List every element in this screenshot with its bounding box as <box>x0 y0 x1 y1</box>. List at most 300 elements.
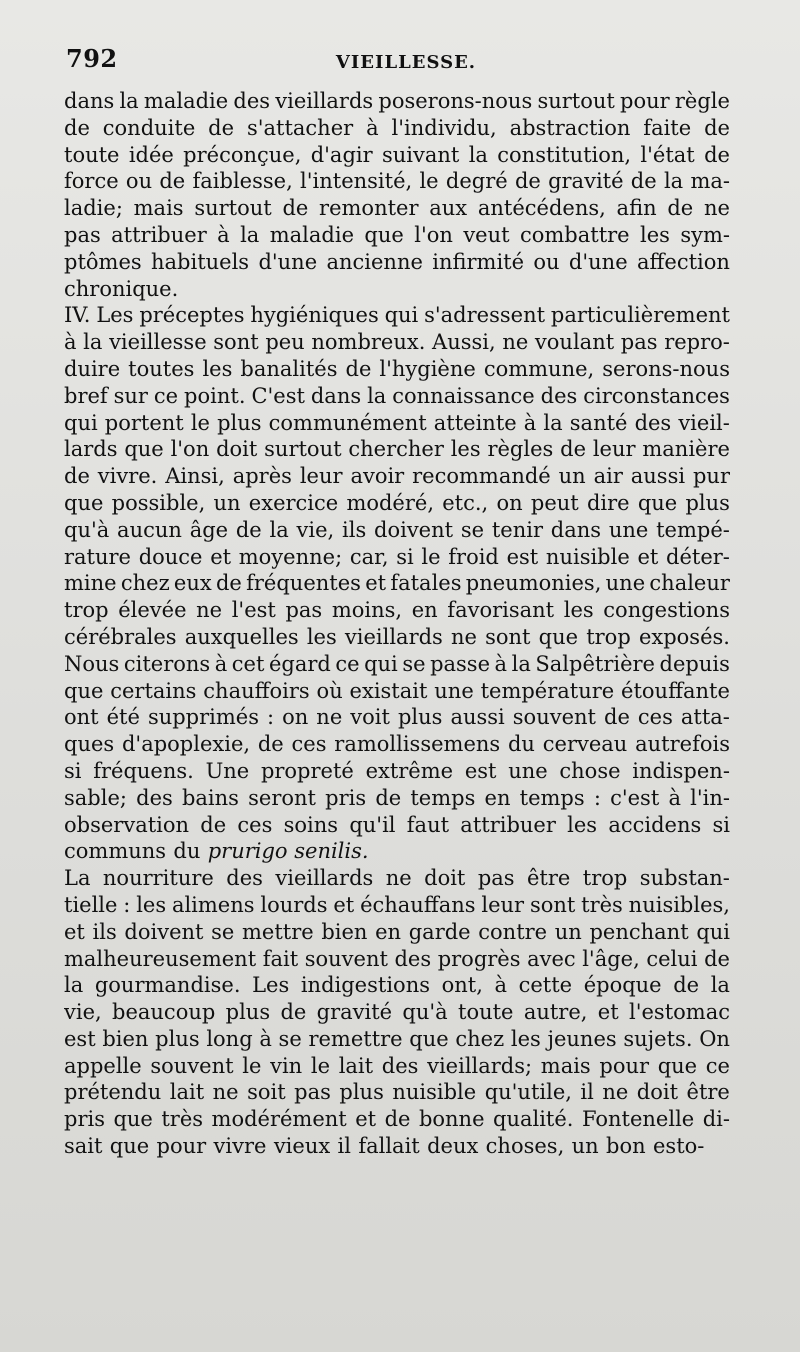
text-word: connaissance <box>392 383 535 408</box>
text-word: la <box>663 169 684 194</box>
text-word: déter- <box>666 544 730 569</box>
text-word: qui <box>384 303 419 328</box>
text-word: d'apoplexie, <box>121 732 251 757</box>
text-word: règles <box>487 437 554 462</box>
text-word: cette <box>518 973 573 998</box>
text-word: plus <box>225 1000 271 1025</box>
text-word: le <box>242 1053 262 1078</box>
text-word: portent <box>104 410 184 435</box>
text-word: de <box>704 946 730 971</box>
text-word: si <box>712 812 730 837</box>
text-word: communément <box>268 410 427 435</box>
text-word: accidens <box>608 812 702 837</box>
text-line <box>64 222 730 249</box>
text-word: aucun <box>117 517 182 542</box>
text-word: sable; <box>64 785 127 810</box>
text-word: tielle <box>64 892 118 917</box>
text-word: garde <box>408 919 471 944</box>
text-word: contre <box>478 919 548 944</box>
text-word: de <box>280 1000 307 1025</box>
text-word: surtout <box>194 196 272 221</box>
text-word: fréquens. <box>93 758 194 783</box>
text-word: rature <box>64 544 131 569</box>
text-word: et <box>365 571 387 596</box>
text-word: plus <box>217 410 262 435</box>
text-word: pris <box>325 785 367 810</box>
text-word: les <box>136 892 167 917</box>
text-line <box>64 919 730 946</box>
text-word: une <box>605 571 646 596</box>
text-word: santé <box>569 410 628 435</box>
text-word: infirmité <box>432 249 525 274</box>
text-word: gravité <box>316 1000 393 1025</box>
text-word: lait <box>338 1053 374 1078</box>
text-word: il <box>337 1134 351 1159</box>
text-word: dans <box>550 517 602 542</box>
text-word: la <box>367 383 387 408</box>
text-word: appelle <box>64 1053 142 1078</box>
text-word: l'on <box>170 437 210 462</box>
text-word: : <box>123 892 131 917</box>
text-word: chez <box>120 571 170 596</box>
text-word: mais <box>133 196 184 221</box>
text-word: vieillards; <box>427 1053 533 1078</box>
text-word: attribuer <box>460 812 556 837</box>
text-word: nuisible <box>392 1080 477 1105</box>
text-word: Les <box>96 303 134 328</box>
text-word: recommandé <box>412 464 551 489</box>
text-word: ont, <box>441 973 483 998</box>
text-line <box>64 195 730 222</box>
text-word: On <box>699 1026 730 1051</box>
text-word: ou <box>533 249 560 274</box>
text-word: vie, <box>296 517 335 542</box>
text-word: les <box>306 624 337 649</box>
text-word: qui <box>364 651 398 676</box>
text-word: peut <box>530 490 579 515</box>
text-word: sont <box>213 330 259 355</box>
text-word: se <box>402 651 426 676</box>
text-word: soins <box>283 812 339 837</box>
text-word: dans <box>64 89 115 113</box>
text-word: les <box>563 598 594 623</box>
text-word: de <box>257 732 284 757</box>
text-line <box>64 678 730 705</box>
text-word: ne <box>212 1080 239 1105</box>
text-word: de <box>630 169 657 194</box>
text-word: ou <box>125 169 153 194</box>
text-word: : <box>267 705 275 730</box>
text-word: d'une <box>568 249 628 274</box>
text-word: nourriture <box>102 866 214 891</box>
text-line <box>64 88 730 115</box>
text-word: ces <box>237 812 273 837</box>
text-word: ne <box>316 705 343 730</box>
text-word: que <box>124 437 164 462</box>
text-word: ces <box>291 732 327 757</box>
text-word: propreté <box>260 758 354 783</box>
text-word: gravité <box>548 169 624 194</box>
text-word: commune, <box>483 356 595 381</box>
text-word: les <box>640 222 670 247</box>
text-word: de <box>159 169 186 194</box>
text-word: température <box>480 678 615 703</box>
text-word: voit <box>350 705 390 730</box>
text-word: être <box>686 1080 730 1105</box>
text-word: s'attacher <box>246 115 354 140</box>
text-word: la <box>468 142 488 167</box>
text-word: Ainsi, <box>165 464 225 489</box>
text-word: leur <box>299 464 343 489</box>
text-word: chercher <box>348 437 444 462</box>
text-word: de <box>704 142 730 167</box>
text-word: souvent <box>304 946 388 971</box>
text-word: autrefois <box>635 732 730 757</box>
text-word: idée <box>128 142 174 167</box>
text-word: supprimés <box>147 705 259 730</box>
text-word: que <box>657 1053 698 1078</box>
text-word: de <box>64 115 90 140</box>
text-word: de <box>215 571 242 596</box>
text-word: aux <box>429 196 468 221</box>
text-word: bains <box>181 785 239 810</box>
text-word: on <box>496 490 523 515</box>
text-word: faiblesse, <box>192 169 293 194</box>
text-word: de <box>64 464 90 489</box>
text-word: habituels <box>151 249 250 274</box>
text-line <box>64 624 730 651</box>
text-word: douce <box>138 544 203 569</box>
text-word: fatales <box>390 571 462 596</box>
text-word: maladie <box>269 222 355 247</box>
text-word: est <box>506 544 539 569</box>
text-word: très <box>581 892 623 917</box>
main-text-block <box>64 88 730 1160</box>
text-word: l'in- <box>690 785 730 810</box>
text-line <box>64 651 730 678</box>
text-word: de <box>384 1107 411 1132</box>
text-word: vieux <box>273 1134 331 1159</box>
text-word: IV. <box>64 303 91 328</box>
text-word: citerons <box>123 651 211 676</box>
text-word: la <box>543 410 563 435</box>
text-word: indispen- <box>632 758 730 783</box>
text-word: pour <box>599 1053 650 1078</box>
text-word: se <box>278 1026 302 1051</box>
text-word: l'intensité, <box>300 169 413 194</box>
text-word: La <box>64 866 91 891</box>
text-word: que <box>409 1026 449 1051</box>
text-line <box>64 142 730 169</box>
text-word: la <box>119 89 139 113</box>
text-word: que <box>64 678 104 703</box>
text-word: l'est <box>231 598 276 623</box>
text-word: dans <box>310 383 362 408</box>
text-word: poserons-nous <box>378 89 533 113</box>
text-word: de <box>604 705 630 730</box>
text-word: malheureusement <box>64 946 257 971</box>
text-word: chaleur <box>649 571 730 596</box>
text-word: en <box>375 919 402 944</box>
text-word: vieillards <box>344 624 443 649</box>
text-word: duire <box>64 356 121 381</box>
text-word: bien <box>102 1026 149 1051</box>
text-word: que <box>637 490 678 515</box>
text-word: mais <box>540 1053 591 1078</box>
page-number: 792 <box>66 44 118 73</box>
text-line <box>64 758 730 785</box>
text-word: le <box>421 544 441 569</box>
text-word: à <box>214 651 228 676</box>
text-word: ces <box>637 705 673 730</box>
text-word: vieil- <box>678 410 730 435</box>
text-word: avoir <box>350 464 405 489</box>
text-word: à <box>259 1026 272 1051</box>
text-word: de <box>673 973 700 998</box>
text-line <box>64 1106 730 1133</box>
text-word: ils <box>342 517 367 542</box>
text-word: passe <box>430 651 491 676</box>
text-word: pas <box>285 598 323 623</box>
text-word: ils <box>92 919 117 944</box>
text-word: vieillards <box>275 866 374 891</box>
text-word: afin <box>616 196 657 221</box>
text-word: et <box>333 892 355 917</box>
text-word: la <box>64 973 84 998</box>
text-word: : <box>593 785 601 810</box>
text-word: ne <box>196 598 223 623</box>
text-word: plus <box>339 1080 384 1105</box>
text-word: deux <box>427 1134 479 1159</box>
text-word: faut <box>406 812 450 837</box>
text-word: doivent <box>374 517 454 542</box>
text-word: atteinte <box>433 410 517 435</box>
text-word: leur <box>592 437 636 462</box>
text-word: esto- <box>652 1134 705 1159</box>
text-word: le <box>310 1053 331 1078</box>
text-word: degré <box>445 169 508 194</box>
text-word: âge <box>189 517 229 542</box>
text-word: communs <box>64 839 167 864</box>
text-word: fallait <box>358 1134 420 1159</box>
text-word: d'agir <box>310 142 373 167</box>
text-line <box>64 436 730 463</box>
text-word: surtout <box>264 437 342 462</box>
text-word: eux <box>173 571 212 596</box>
text-word: sur <box>113 383 148 408</box>
text-word: souvent <box>150 1053 234 1078</box>
text-word: banalités <box>240 356 338 381</box>
text-word: sait <box>64 1134 103 1159</box>
text-word: celui <box>646 946 698 971</box>
text-line <box>64 999 730 1026</box>
text-word: qui <box>696 919 730 944</box>
text-word: en <box>484 785 511 810</box>
text-word: cerveau <box>542 732 628 757</box>
text-word: fait <box>262 946 299 971</box>
text-word: antécédens, <box>477 196 606 221</box>
text-word: de <box>345 356 372 381</box>
text-word: progrès <box>437 946 521 971</box>
text-word: à <box>217 222 230 247</box>
text-word: congestions <box>603 598 730 623</box>
text-word: si <box>396 544 414 569</box>
text-line <box>64 1079 730 1106</box>
text-word: si <box>64 758 82 783</box>
text-word: très <box>161 1107 204 1132</box>
text-word: ancienne <box>326 249 423 274</box>
text-word: exercice <box>248 490 339 515</box>
text-word: un <box>213 490 241 515</box>
text-word: été <box>106 705 140 730</box>
text-line <box>64 302 730 329</box>
text-word: s'adressent <box>424 303 546 328</box>
text-word: mettre <box>242 919 314 944</box>
text-word: abstraction <box>509 115 631 140</box>
text-word: que <box>109 1134 150 1159</box>
text-line <box>64 812 730 839</box>
text-word: l'estomac <box>629 1000 730 1025</box>
text-word: souvent <box>512 705 596 730</box>
text-word: temps <box>410 785 476 810</box>
text-word: vivre <box>213 1134 267 1159</box>
text-line <box>64 356 730 383</box>
text-word: beaucoup <box>112 1000 216 1025</box>
text-word: du <box>507 732 535 757</box>
text-word: que <box>538 624 579 649</box>
text-word: dire <box>586 490 630 515</box>
text-word: fréquentes <box>246 571 361 596</box>
text-word: tempé- <box>656 517 730 542</box>
text-word: extrême <box>365 758 454 783</box>
text-word: l'hygiène <box>379 356 476 381</box>
text-word: vieillards <box>275 89 374 113</box>
text-word: leur <box>481 892 525 917</box>
text-word: qui <box>64 410 98 435</box>
text-word: de <box>375 785 402 810</box>
text-word: cérébrales <box>64 624 177 649</box>
text-word: pour <box>156 1134 207 1159</box>
text-word: soit <box>247 1080 286 1105</box>
text-word: Fontenelle <box>581 1107 695 1132</box>
text-word: l'on <box>414 222 453 247</box>
text-word: sont <box>529 892 576 917</box>
text-word: à <box>494 651 508 676</box>
text-word: froid <box>448 544 499 569</box>
text-word: trop <box>582 866 628 891</box>
text-word: l'individu, <box>391 115 497 140</box>
text-word: et <box>597 1000 619 1025</box>
text-word: prurigo senilis. <box>207 839 369 864</box>
text-word: chronique. <box>64 276 179 301</box>
text-word: ce <box>705 1053 730 1078</box>
text-word: constitution, <box>497 142 632 167</box>
text-word: de <box>514 169 541 194</box>
text-word: toute <box>458 1000 514 1025</box>
text-word: faite <box>643 115 692 140</box>
text-word: une <box>608 517 649 542</box>
text-word: les <box>510 1026 541 1051</box>
text-word: hygiéniques <box>250 303 379 328</box>
text-line <box>64 383 730 410</box>
text-word: pris <box>64 1107 105 1132</box>
text-line <box>64 570 730 597</box>
text-word: aussi <box>450 705 505 730</box>
text-word: est <box>464 758 497 783</box>
text-word: des <box>540 383 578 408</box>
text-word: des <box>226 866 263 891</box>
text-word: trop <box>64 598 109 623</box>
text-word: modérément <box>211 1107 347 1132</box>
text-word: veut <box>463 222 510 247</box>
text-word: après <box>232 464 292 489</box>
text-word: conduite <box>102 115 196 140</box>
text-word: suivant <box>381 142 460 167</box>
text-word: un <box>571 1134 599 1159</box>
text-word: des <box>233 89 271 113</box>
text-word: nuisibles, <box>628 892 730 917</box>
text-word: la <box>511 651 531 676</box>
text-line <box>64 276 730 303</box>
text-word: pneumonies, <box>465 571 602 596</box>
text-word: où <box>316 678 343 703</box>
text-word: un <box>558 464 586 489</box>
text-line <box>64 544 730 571</box>
text-line <box>64 597 730 624</box>
text-word: doivent <box>124 919 204 944</box>
text-word: affection <box>636 249 730 274</box>
text-word: du <box>173 839 201 864</box>
text-word: pas <box>64 222 101 247</box>
text-word: surtout <box>537 89 615 113</box>
text-word: Les <box>252 973 290 998</box>
text-word: une <box>508 758 548 783</box>
text-word: la <box>83 330 103 355</box>
text-word: les <box>450 437 481 462</box>
text-line <box>64 892 730 919</box>
text-word: la <box>710 973 730 998</box>
text-word: c'est <box>610 785 660 810</box>
text-word: jeunes <box>547 1026 617 1051</box>
text-word: vieillesse <box>109 330 207 355</box>
text-word: ma- <box>690 169 730 194</box>
text-word: long <box>206 1026 253 1051</box>
text-word: qu'utile, <box>484 1080 572 1105</box>
text-word: bref <box>64 383 108 408</box>
text-word: maladie <box>143 89 229 113</box>
text-word: penchant <box>589 919 689 944</box>
text-word: moyenne; <box>238 544 343 569</box>
text-line <box>64 865 730 892</box>
text-word: à <box>366 115 379 140</box>
text-word: et <box>637 544 659 569</box>
text-word: et <box>210 544 232 569</box>
text-word: à <box>668 785 681 810</box>
text-word: que <box>364 222 404 247</box>
text-word: de <box>208 115 235 140</box>
text-line <box>64 249 730 276</box>
text-word: exposés. <box>638 624 730 649</box>
text-line <box>64 785 730 812</box>
text-line <box>64 517 730 544</box>
text-word: chauffoirs <box>203 678 310 703</box>
running-head: VIEILLESSE. <box>335 52 477 73</box>
text-word: que <box>64 490 104 515</box>
text-word: atta- <box>680 705 730 730</box>
text-word: époque <box>583 973 662 998</box>
text-word: bien <box>321 919 368 944</box>
text-word: prétendu <box>64 1080 162 1105</box>
